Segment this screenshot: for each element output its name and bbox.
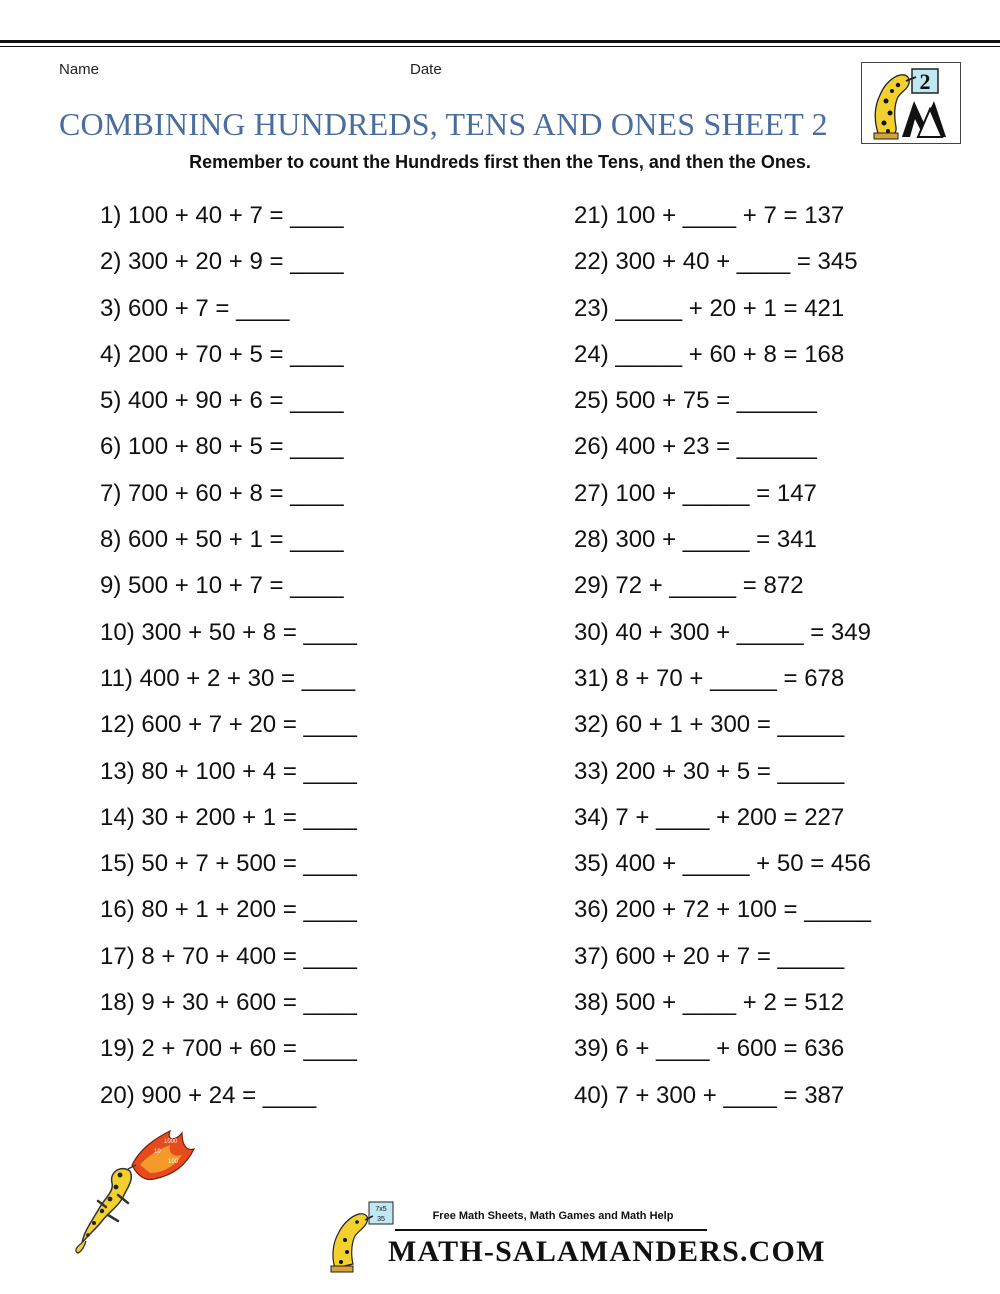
problem: 39) 6 + ____ + 600 = 636 bbox=[574, 1035, 845, 1063]
problem: 4) 200 + 70 + 5 = ____ bbox=[100, 340, 344, 368]
problem: 28) 300 + _____ = 341 bbox=[574, 526, 817, 554]
problem: 36) 200 + 72 + 100 = _____ bbox=[574, 896, 871, 924]
problem: 22) 300 + 40 + ____ = 345 bbox=[574, 248, 858, 276]
problem: 25) 500 + 75 = ______ bbox=[574, 387, 817, 415]
flame-number-100: 100 bbox=[168, 1159, 179, 1165]
problem: 16) 80 + 1 + 200 = ____ bbox=[100, 896, 357, 924]
instructions: Remember to count the Hundreds first then the Tens, and then the Ones. bbox=[189, 152, 811, 172]
problem: 6) 100 + 80 + 5 = ____ bbox=[100, 433, 344, 461]
mini-board-top: 7x5 bbox=[375, 1206, 387, 1213]
problem: 38) 500 + ____ + 2 = 512 bbox=[574, 989, 845, 1017]
problem: 40) 7 + 300 + ____ = 387 bbox=[574, 1081, 845, 1109]
name-label: Name bbox=[59, 61, 100, 78]
problem: 9) 500 + 10 + 7 = ____ bbox=[100, 572, 344, 600]
problem: 19) 2 + 700 + 60 = ____ bbox=[100, 1035, 357, 1063]
salamander-board-icon bbox=[862, 63, 959, 142]
problem: 31) 8 + 70 + _____ = 678 bbox=[574, 664, 845, 692]
problem: 15) 50 + 7 + 500 = ____ bbox=[100, 850, 357, 878]
problems-left-column bbox=[100, 198, 357, 1124]
problem: 26) 400 + 23 = ______ bbox=[574, 433, 817, 461]
problem: 37) 600 + 20 + 7 = _____ bbox=[574, 942, 845, 970]
problem: 3) 600 + 7 = ____ bbox=[100, 294, 290, 322]
problem: 13) 80 + 100 + 4 = ____ bbox=[100, 757, 357, 785]
problem: 30) 40 + 300 + _____ = 349 bbox=[574, 618, 871, 646]
fire-salamander-illustration bbox=[70, 1125, 200, 1260]
salamander-logo bbox=[861, 62, 961, 144]
footer-salamander-icon bbox=[325, 1200, 395, 1275]
problem: 35) 400 + _____ + 50 = 456 bbox=[574, 850, 871, 878]
problem: 17) 8 + 70 + 400 = ____ bbox=[100, 942, 357, 970]
problem: 2) 300 + 20 + 9 = ____ bbox=[100, 248, 344, 276]
flame-number-10: 10 bbox=[154, 1149, 161, 1155]
problem: 21) 100 + ____ + 7 = 137 bbox=[574, 202, 845, 229]
problem: 29) 72 + _____ = 872 bbox=[574, 572, 804, 600]
top-rule bbox=[0, 40, 1000, 43]
footer-rule bbox=[395, 1229, 707, 1231]
problem: 18) 9 + 30 + 600 = ____ bbox=[100, 989, 357, 1017]
problem: 11) 400 + 2 + 30 = ____ bbox=[100, 664, 356, 692]
problem: 7) 700 + 60 + 8 = ____ bbox=[100, 479, 344, 507]
footer-brand: MATH-SALAMANDERS.COM bbox=[388, 1235, 826, 1268]
problem: 14) 30 + 200 + 1 = ____ bbox=[100, 803, 357, 831]
problem: 12) 600 + 7 + 20 = ____ bbox=[100, 711, 357, 739]
page-title: COMBINING HUNDREDS, TENS AND ONES SHEET 2 bbox=[59, 106, 828, 142]
problems-right-column bbox=[574, 198, 871, 1124]
fire-salamander-icon bbox=[70, 1125, 200, 1255]
footer-tagline: Free Math Sheets, Math Games and Math Help bbox=[432, 1210, 674, 1222]
problem: 5) 400 + 90 + 6 = ____ bbox=[100, 387, 344, 415]
flame-number-1000: 1000 bbox=[164, 1139, 178, 1145]
date-label: Date bbox=[410, 61, 442, 78]
problem: 32) 60 + 1 + 300 = _____ bbox=[574, 711, 845, 739]
problem: 20) 900 + 24 = ____ bbox=[100, 1081, 317, 1109]
problem: 27) 100 + _____ = 147 bbox=[574, 479, 817, 507]
logo-badge-number: 2 bbox=[919, 69, 931, 94]
problem: 10) 300 + 50 + 8 = ____ bbox=[100, 618, 357, 646]
problem: 1) 100 + 40 + 7 = ____ bbox=[100, 202, 344, 229]
top-rule-thin bbox=[0, 46, 1000, 47]
problem: 23) _____ + 20 + 1 = 421 bbox=[574, 294, 845, 322]
problem: 33) 200 + 30 + 5 = _____ bbox=[574, 757, 845, 785]
problem: 8) 600 + 50 + 1 = ____ bbox=[100, 526, 344, 554]
problem: 24) _____ + 60 + 8 = 168 bbox=[574, 340, 845, 368]
mini-board-bottom: 35 bbox=[377, 1216, 385, 1223]
problem: 34) 7 + ____ + 200 = 227 bbox=[574, 803, 845, 831]
